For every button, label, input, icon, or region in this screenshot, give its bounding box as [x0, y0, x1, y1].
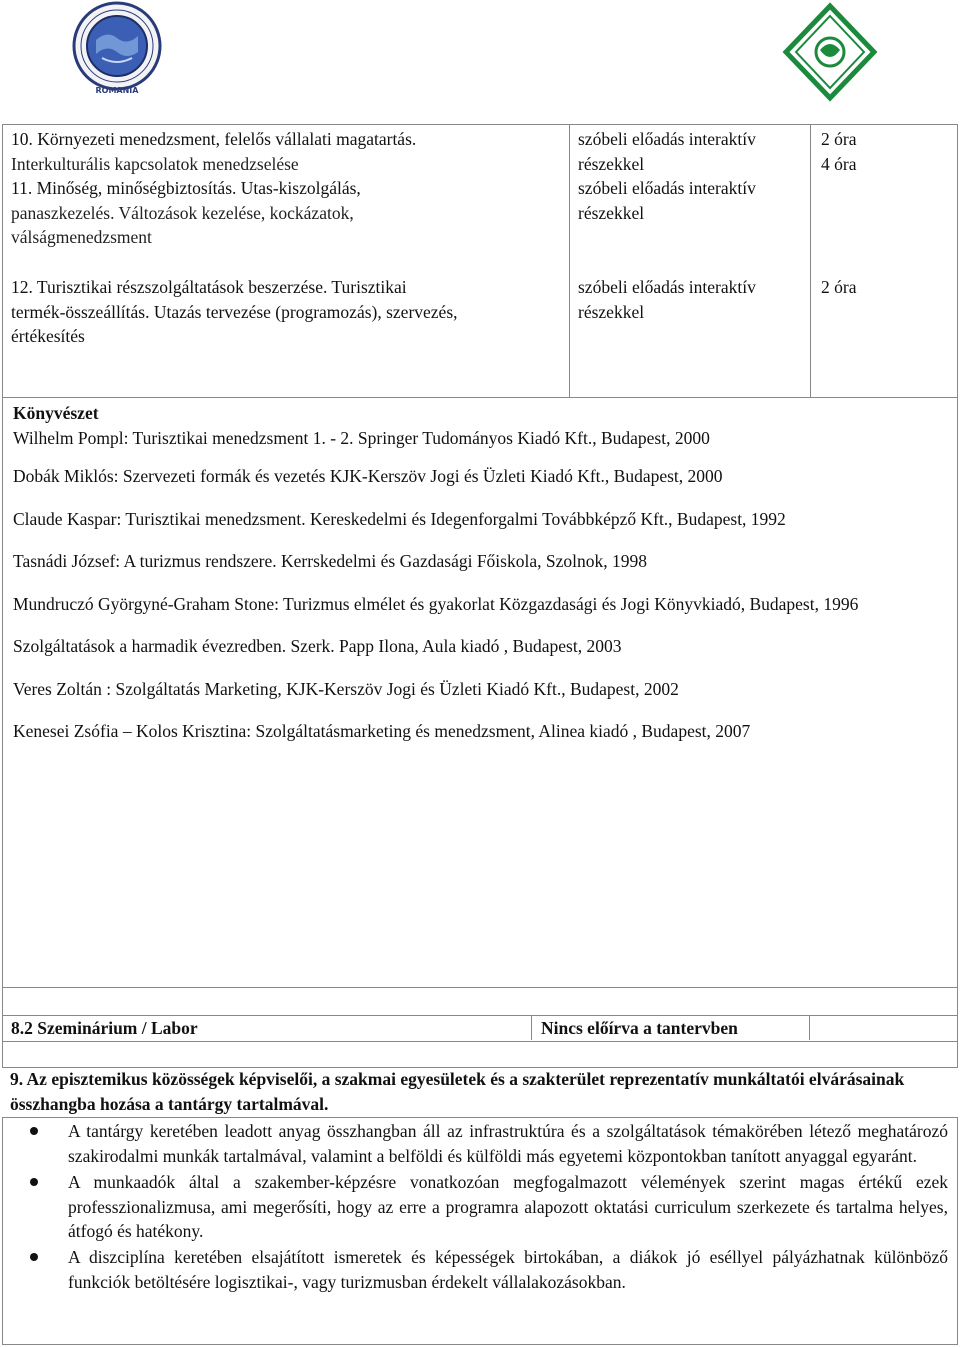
- seminar-value: Nincs előírva a tantervben: [541, 1018, 738, 1038]
- topic-line: válságmenedzsment: [11, 227, 152, 247]
- bibliography-entry: Veres Zoltán : Szolgáltatás Marketing, KJK-Kerszöv Jogi és Üzleti Kiadó Kft., Budapest, 2002: [13, 678, 679, 699]
- spacer-row: [2, 1042, 958, 1068]
- course-content-table: [2, 124, 958, 988]
- university-seal-logo: [72, 0, 162, 98]
- list-item: [28, 1170, 948, 1245]
- bibliography-entry: Tasnádi József: A turizmus rendszere. Kerrskedelmi és Gazdasági Főiskola, Szolnok, 1998: [13, 551, 647, 571]
- method-line: szóbeli előadás interaktív: [578, 277, 756, 297]
- method-line: részekkel: [578, 301, 645, 322]
- hours-value: 4 óra: [821, 153, 857, 174]
- method-cell: [570, 275, 810, 324]
- bibliography-entry: Szolgáltatások a harmadik évezredben. Szerk. Papp Ilona, Aula kiadó , Budapest, 2003: [13, 636, 622, 656]
- column-divider: [531, 1016, 532, 1040]
- column-divider: [569, 125, 570, 397]
- topic-cell: [3, 275, 569, 349]
- topic-line: 11. Minőség, minőségbiztosítás. Utas-kiszolgálás,: [11, 178, 361, 198]
- row-divider: [3, 397, 957, 398]
- table-row: [3, 275, 957, 385]
- table-row: [3, 125, 957, 265]
- bibliography-entry: Claude Kaspar: Turisztikai menedzsment. Kereskedelmi és Idegenforgalmi Továbbképző Kft., Budapest, 1992: [13, 508, 786, 529]
- method-cell: [570, 127, 810, 225]
- topic-cell: [3, 127, 569, 250]
- bullet-text: A diszciplína keretében elsajátított ismeretek és képességek birtokában, a diákok jó eséllyel pályázhatnak különböző funkciók betöltésére logisztikai-, vagy turizmusban érdekelt vállalakozásokban.: [68, 1247, 948, 1293]
- method-line: szóbeli előadás interaktív: [578, 129, 756, 149]
- section-9-bullets: [28, 1119, 948, 1296]
- emblem-logo: [780, 2, 880, 102]
- bibliography-entry: Mundruczó Györgyné-Graham Stone: Turizmus elmélet és gyakorlat Közgazdasági és Jogi Könyvkiadó, Budapest, 1996: [13, 593, 859, 614]
- hours-value: 2 óra: [821, 129, 857, 149]
- bullet-text: A munkaadók által a szakember-képzésre vonatkozóan megfogalmazott vélemények szerint magas értékű ezek professzionalizmusa, ami megerősíti, hogy az erre a programra alapozott oktatási curriculum szerkezete és tartalma helyes, átfogó és hatékony.: [68, 1171, 948, 1242]
- bullet-text: A tantárgy keretében leadott anyag összhangban áll az infrastruktúra és a szolgáltatások témakörében létező meghatározó szakirodalmi munkák tartalmával, valamint a belföldi és külföldi más egyetemi központokban tanított anyaggal egyaránt.: [68, 1121, 948, 1166]
- method-line: részekkel: [578, 153, 645, 174]
- section-9-title: 9. Az episztemikus közösségek képviselői, a szakmai egyesületek és a szakterület reprezentatív munkáltatói elvárásainak összhangba hozása a tantárgy tartalmával.: [10, 1069, 905, 1115]
- bullet-icon: [30, 1178, 38, 1186]
- column-divider: [809, 1016, 810, 1040]
- list-item: [28, 1245, 948, 1295]
- topic-line: 12. Turisztikai részszolgáltatások beszerzése. Turisztikai: [11, 277, 407, 297]
- topic-line: Interkulturális kapcsolatok menedzselése: [11, 153, 299, 174]
- topic-line: értékesítés: [11, 326, 85, 346]
- list-item: [28, 1119, 948, 1169]
- bullet-icon: [30, 1127, 38, 1135]
- method-line: részekkel: [578, 202, 645, 223]
- bibliography-entry: Dobák Miklós: Szervezeti formák és vezetés KJK-Kerszöv Jogi és Üzleti Kiadó Kft., Budapest, 2000: [13, 466, 723, 486]
- hours-cell: [811, 275, 957, 300]
- bibliography-entry: Kenesei Zsófia – Kolos Krisztina: Szolgáltatásmarketing és menedzsment, Alinea kiadó , Budapest, 2007: [13, 721, 751, 741]
- spacer-row: [2, 988, 958, 1016]
- topic-line: 10. Környezeti menedzsment, felelős vállalati magatartás.: [11, 129, 417, 149]
- column-divider: [810, 125, 811, 397]
- hours-value: 2 óra: [821, 277, 857, 297]
- seminar-row: [2, 1016, 958, 1042]
- bullet-icon: [30, 1253, 38, 1261]
- topic-line: panaszkezelés. Változások kezelése, kockázatok,: [11, 202, 354, 223]
- seminar-label: 8.2 Szeminárium / Labor: [11, 1018, 198, 1038]
- bibliography-entry: Wilhelm Pompl: Turisztikai menedzsment 1. - 2. Springer Tudományos Kiadó Kft., Budapest, 2000: [13, 427, 710, 448]
- bibliography-heading: Könyvészet: [13, 403, 99, 423]
- hours-cell: [811, 127, 957, 176]
- method-line: szóbeli előadás interaktív: [578, 178, 756, 198]
- topic-line: termék-összeállítás. Utazás tervezése (programozás), szervezés,: [11, 301, 458, 322]
- seal-bottom-text: ROMANIA: [95, 86, 139, 95]
- bibliography-section: [13, 401, 949, 762]
